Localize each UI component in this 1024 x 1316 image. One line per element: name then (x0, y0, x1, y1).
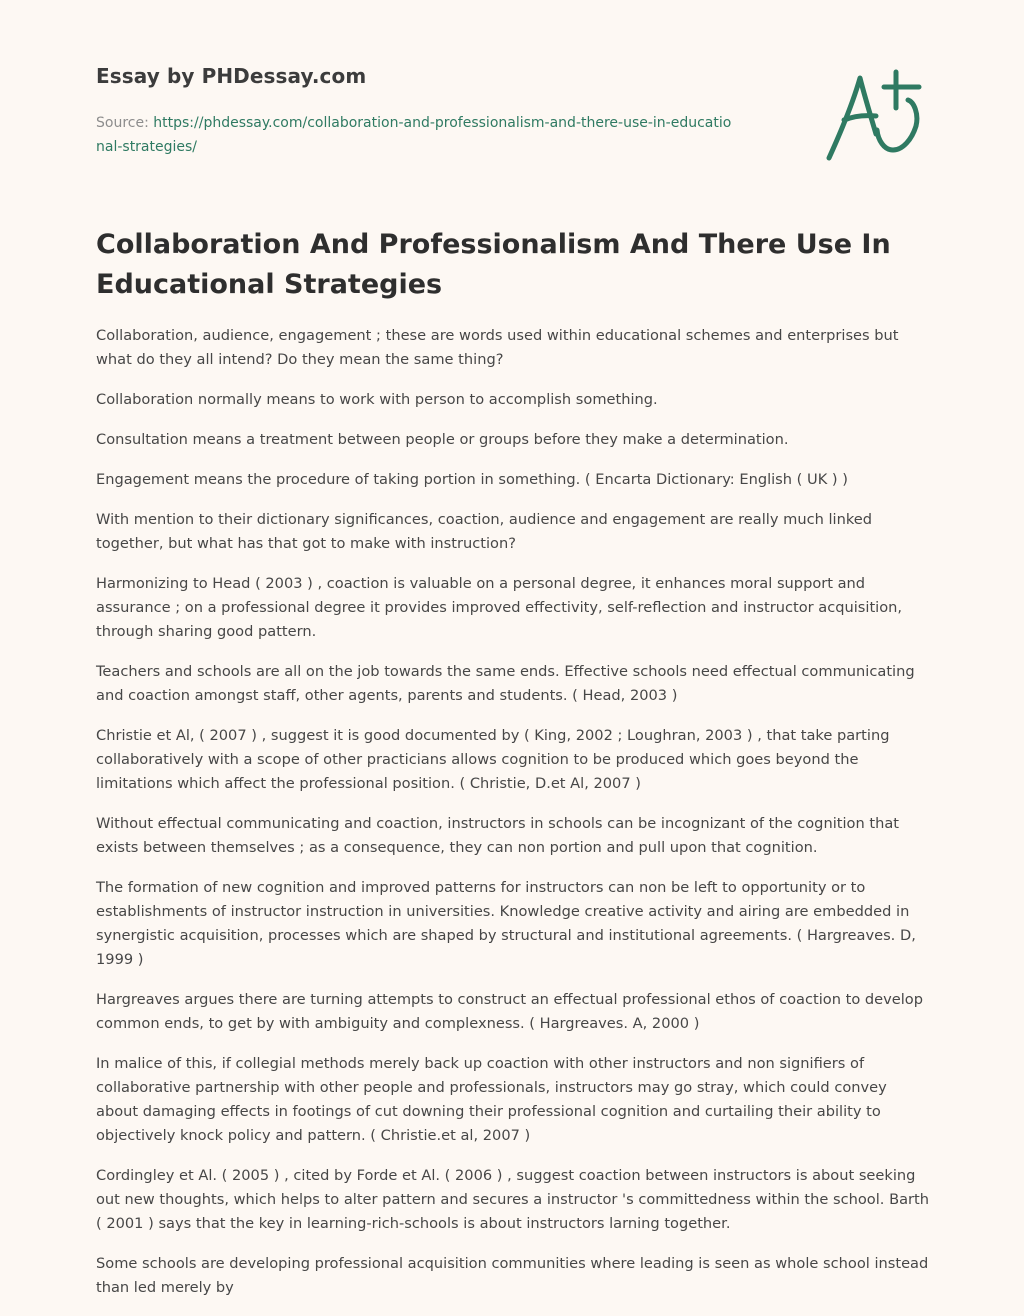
essay-paragraph: Christie et Al, ( 2007 ) , suggest it is good documented by ( King, 2002 ; Loughran, 2003 ) , that take parting collaboratively with a scope of other practicians allows cognition to be produced which goes beyond the limitations which affect the professional position. ( Christie, D.et Al, 2007 ) (96, 727, 890, 792)
essay-paragraph: Cordingley et Al. ( 2005 ) , cited by Forde et Al. ( 2006 ) , suggest coaction between instructors is about seeking out new thoughts, which helps to alter pattern and secures a instructor 's committedness within the school. Barth ( 2001 ) says that the key in learning-rich-schools is about instructors larning together. (96, 1167, 929, 1232)
essay-paragraph: Teachers and schools are all on the job towards the same ends. Effective schools need effectual communicating and coaction amongst staff, other agents, parents and students. ( Head, 2003 ) (96, 663, 915, 704)
essay-paragraph: In malice of this, if collegial methods merely back up coaction with other instructors and non signifiers of collaborative partnership with other people and professionals, instructors may go stray, which could convey about damaging effects in footings of cut downing their professional cognition and curtailing their ability to objectively knock policy and pattern. ( Christie.et al, 2007 ) (96, 1055, 887, 1144)
source-line (96, 111, 736, 159)
essay-paragraph: With mention to their dictionary significances, coaction, audience and engagement are really much linked together, but what has that got to make with instruction? (96, 511, 873, 552)
essay-paragraph: Collaboration normally means to work with person to accomplish something. (96, 391, 658, 408)
essay-title: Collaboration And Professionalism And There Use In Educational Strategies (96, 229, 891, 300)
essay-paragraph: Hargreaves argues there are turning attempts to construct an effectual professional ethos of coaction to develop common ends, to get by with ambiguity and complexness. ( Hargreaves. A, 2000 ) (96, 991, 923, 1032)
essay-body (96, 324, 932, 1316)
essay-paragraph: Without effectual communicating and coaction, instructors in schools can be incognizant of the cognition that exists between themselves ; as a consequence, they can non portion and pull upon that cognition. (96, 815, 899, 856)
site-brand: Essay by PHDessay.com (96, 64, 367, 88)
essay-paragraph: Collaboration, audience, engagement ; these are words used within educational schemes and enterprises but what do they all intend? Do they mean the same thing? (96, 327, 899, 368)
essay-paragraph: The formation of new cognition and improved patterns for instructors can non be left to opportunity or to establishments of instructor instruction in universities. Knowledge creative activity and airing are embedded in synergistic acquisition, processes which are shaped by structural and institutional agreements. ( Hargreaves. D, 1999 ) (96, 879, 916, 968)
essay-paragraph: Harmonizing to Head ( 2003 ) , coaction is valuable on a personal degree, it enhances moral support and assurance ; on a professional degree it provides improved effectivity, self-reflection and instructor acquisition, through sharing good pattern. (96, 575, 903, 640)
source-label: Source: (96, 115, 149, 131)
essay-paragraph: Engagement means the procedure of taking portion in something. ( Encarta Dictionary: English ( UK ) ) (96, 471, 848, 488)
a-plus-logo-icon (824, 68, 928, 164)
essay-paragraph: Consultation means a treatment between people or groups before they make a determination. (96, 431, 789, 448)
source-link[interactable]: https://phdessay.com/collaboration-and-professionalism-and-there-use-in-educational-strategies/ (96, 115, 732, 155)
essay-paragraph: Some schools are developing professional acquisition communities where leading is seen as whole school instead than led merely by (96, 1255, 929, 1296)
